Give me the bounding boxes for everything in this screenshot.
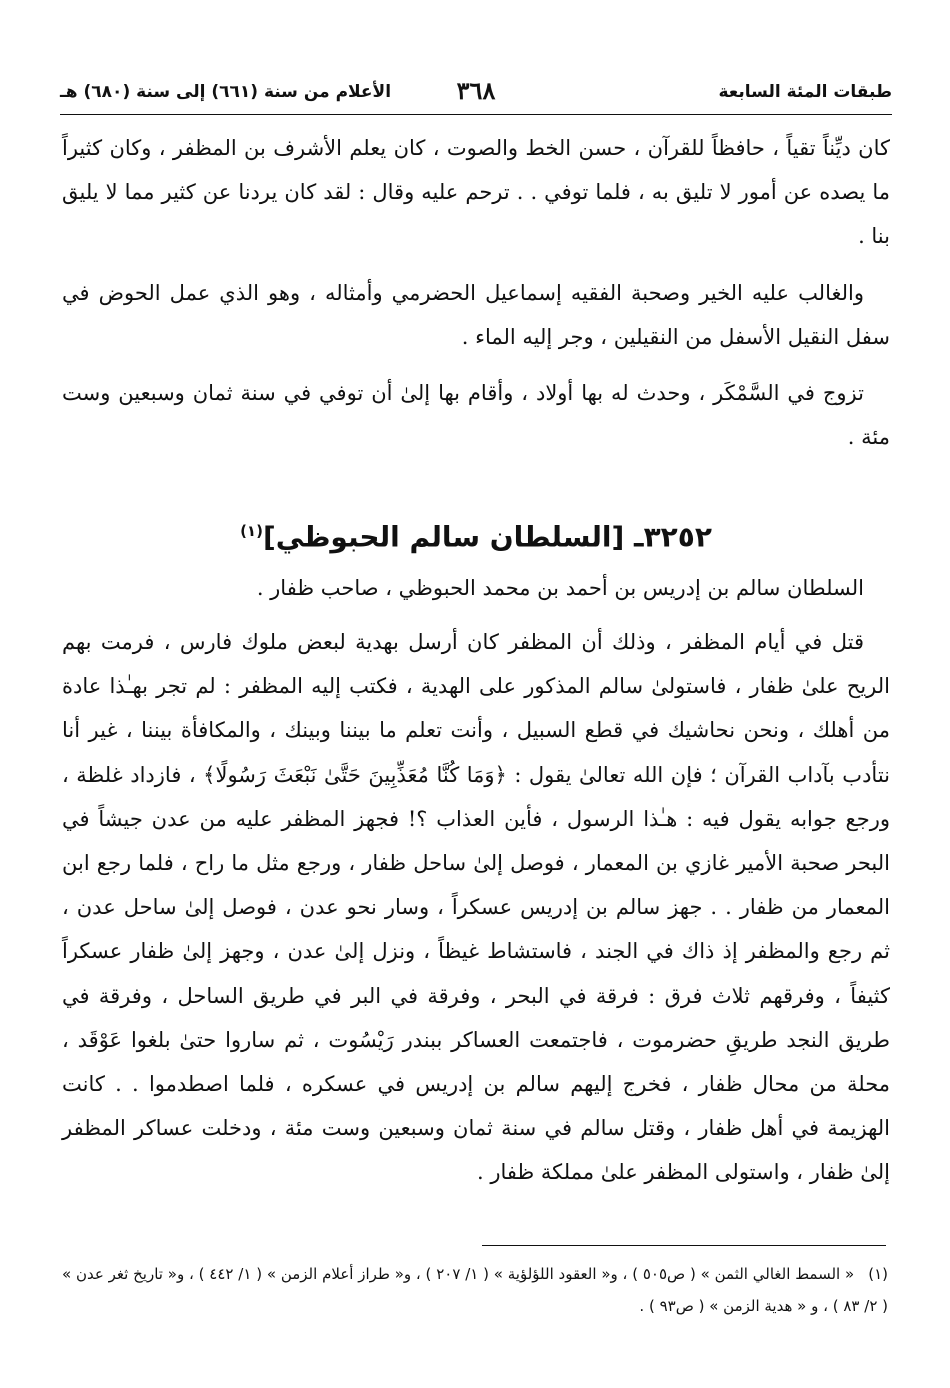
body-paragraph: والغالب عليه الخير وصحبة الفقيه إسماعيل الحضرمي وأمثاله ، وهو الذي عمل الحوض في سفل النقيل الأسفل من النقيلين ، وجر إليه الماء . [62, 280, 890, 349]
running-header [60, 72, 892, 112]
entry-paragraph: قتل في أيام المظفر ، وذلك أن المظفر كان أرسل بهدية لبعض ملوك فارس ، فرمت بهم الريح علىٰ ظفار ، فاستولىٰ سالم المذكور على الهدية ، فكتب إليه المظفر : لم تجر بهـٰذا عادة من أهلك ، ونحن نحاشيك في قطع السبيل ، وأنت تعلم ما بيننا وبينك ، والمكافأة بيننا ، غير أنا نتأدب بآداب القرآن ؛ فإن الله تعالىٰ يقول : ﴿وَمَا كُنَّا مُعَذِّبِينَ حَتَّىٰ نَبْعَثَ رَسُولًا﴾ ، فازداد غلظة ، ورجع جوابه يقول فيه : هـٰذا الرسول ، فأين العذاب ؟! فجهز المظفر عليه من عدن جيشاً في البحر صحبة الأمير غازي بن المعمار ، فوصل إلىٰ ساحل ظفار ، ورجع مثل ما راح ، فلما رجع ابن المعمار من ظفار . . جهز سالم بن إدريس عسكراً ، وسار نحو عدن ، فوصل إلىٰ ساحل عدن ، ثم رجع والمظفر إذ ذاك في الجند ، فاستشاط غيظاً ، ونزل إلىٰ عدن ، وجهز إلىٰ ظفار عسكراً كثيفاً ، وفرقهم ثلاث فرق : فرقة في البحر ، وفرقة في البر في طريق الساحل ، وفرقة في طريق النجد طريقِ حضرموت ، فاجتمعت العساكر ببندر رَيْسُوت ، ثم ساروا حتىٰ بلغوا عَوْقَد ، محلة من محال ظفار ، فخرج إليهم سالم بن إدريس في عسكره ، فلما اصطدموا . . كانت الهزيمة في أهل ظفار ، وقتل سالم في سنة ثمان وسبعين وست مئة ، ودخلت عساكر المظفر إلىٰ ظفار ، واستولى المظفر علىٰ مملكة ظفار . [62, 629, 890, 1185]
body-paragraph: تزوج في السَّمْكَر ، وحدث له بها أولاد ، وأقام بها إلىٰ أن توفي في سنة ثمان وسبعين وست مئة . [62, 381, 890, 450]
page-body [62, 126, 890, 1207]
page-number: ٣٦٨ [456, 76, 496, 105]
header-divider [60, 114, 892, 115]
entry-paragraph: السلطان سالم بن إدريس بن أحمد بن محمد الحبوظي ، صاحب ظفار . [256, 575, 864, 600]
entry-heading [62, 509, 890, 559]
footnote-text: « السمط الغالي الثمن » ( ص٥٠٥ ) ، و« العقود اللؤلؤية » ( ١/ ٢٠٧ ) ، و« طراز أعلام الزمن » ( ١/ ٤٤٢ ) ، و« تاريخ ثغر عدن » ( ٢/ ٨٣ ) ، و « هدية الزمن » ( ص٩٣ ) . [62, 1265, 888, 1315]
entry-title: ٣٢٥٢ـ [السلطان سالم الحبوظي] [262, 520, 712, 554]
footnote-number: (١) [868, 1265, 888, 1283]
header-section-title: طبقات المئة السابعة [718, 82, 892, 102]
footnote-reference[interactable]: (١) [240, 522, 263, 541]
footnote [62, 1258, 888, 1322]
header-range-title: الأعلام من سنة (٦٦١) إلى سنة (٦٨٠) هـ [60, 82, 392, 102]
footnote-divider [482, 1245, 886, 1246]
body-paragraph: كان ديِّناً تقياً ، حافظاً للقرآن ، حسن الخط والصوت ، كان يعلم الأشرف بن المظفر ، وكان كثيراً ما يصده عن أمور لا تليق به ، فلما توفي . . ترحم عليه وقال : لقد كان يردنا عن كثير مما لا يليق بنا . [62, 136, 890, 249]
